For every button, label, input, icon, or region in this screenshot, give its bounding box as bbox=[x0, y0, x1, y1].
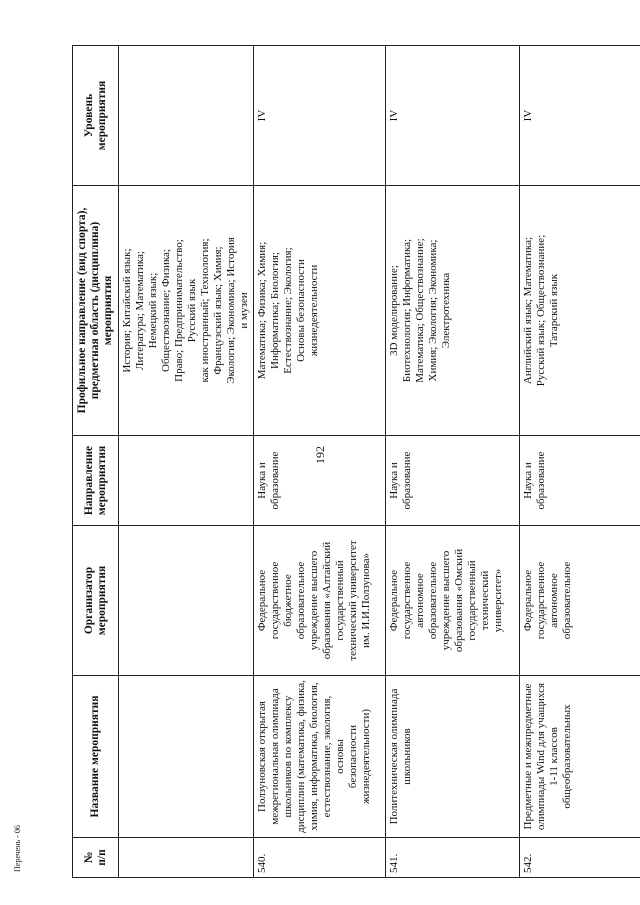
footer-note: Перечень - 06 bbox=[13, 825, 22, 872]
rotated-table-container bbox=[72, 46, 616, 878]
continuation-row bbox=[119, 46, 254, 878]
header-profile: Профильное направление (вид спорта), предметная область (дисциплина) мероприятия bbox=[73, 186, 119, 436]
table-row bbox=[386, 46, 520, 878]
header-organizer: Организатор мероприятия bbox=[73, 526, 119, 676]
continuation-cell bbox=[119, 838, 254, 878]
row-profile: 3D моделирование; Биотехнология; Информатика; Математика; Обществознание; Химия; Экология; Экономика; Электротехника bbox=[386, 186, 520, 436]
row-direction: Наука и образование bbox=[520, 436, 640, 526]
row-event-name: Ползуновская открытая межрегиональная олимпиада школьников по комплексу дисциплин (математика, физика, химия, информатика, биология, естествознание, экология, основы безопасности жизнедеятельности) bbox=[254, 676, 386, 838]
row-level: IV bbox=[254, 46, 386, 186]
table-row bbox=[520, 46, 640, 878]
row-event-name: Политехническая олимпиада школьников bbox=[386, 676, 520, 838]
row-number: 542. bbox=[520, 838, 640, 878]
continuation-cell bbox=[119, 46, 254, 186]
row-level: IV bbox=[386, 46, 520, 186]
table-row bbox=[254, 46, 386, 878]
page-number: 192 bbox=[313, 446, 327, 464]
row-number: 540. bbox=[254, 838, 386, 878]
row-organizer: Федеральное государственное автономное образовательное bbox=[520, 526, 640, 676]
row-event-name: Предметные и межпредметные олимпиады Wind для учащихся 1-11 классов общеобразовательных bbox=[520, 676, 640, 838]
events-table bbox=[72, 45, 640, 878]
table-header-row bbox=[73, 46, 119, 878]
header-event-name: Название мероприятия bbox=[73, 676, 119, 838]
continuation-cell bbox=[119, 676, 254, 838]
row-profile: Математика; Физика; Химия; Информатика; Биология; Естествознание; Экология; Основы безопасности жизнедеятельности bbox=[254, 186, 386, 436]
continuation-profile: История; Китайский язык; Литература; Математика; Немецкий язык; Обществознание; Физика; Право; Предпринимательство; Русский язык как иностранный; Технология; Французский язык; Химия; Экология; Экономика; История и музеи bbox=[119, 186, 254, 436]
row-level: IV bbox=[520, 46, 640, 186]
continuation-cell bbox=[119, 436, 254, 526]
row-number: 541. bbox=[386, 838, 520, 878]
header-number: № п/п bbox=[73, 838, 119, 878]
row-profile: Английский язык; Математика; Русский язык; Обществознание; Татарский язык bbox=[520, 186, 640, 436]
row-organizer: Федеральное государственное автономное образовательное учреждение высшего образования «Омский государственный технический университет» bbox=[386, 526, 520, 676]
continuation-cell bbox=[119, 526, 254, 676]
row-direction: Наука и образование bbox=[386, 436, 520, 526]
header-direction: Направление мероприятия bbox=[73, 436, 119, 526]
header-level: Уровень мероприятия bbox=[73, 46, 119, 186]
row-organizer: Федеральное государственное бюджетное образовательное учреждение высшего образования «Алтайский государственный технический университет им. И.И.Ползунова» bbox=[254, 526, 386, 676]
row-direction: Наука и образование bbox=[254, 436, 386, 526]
